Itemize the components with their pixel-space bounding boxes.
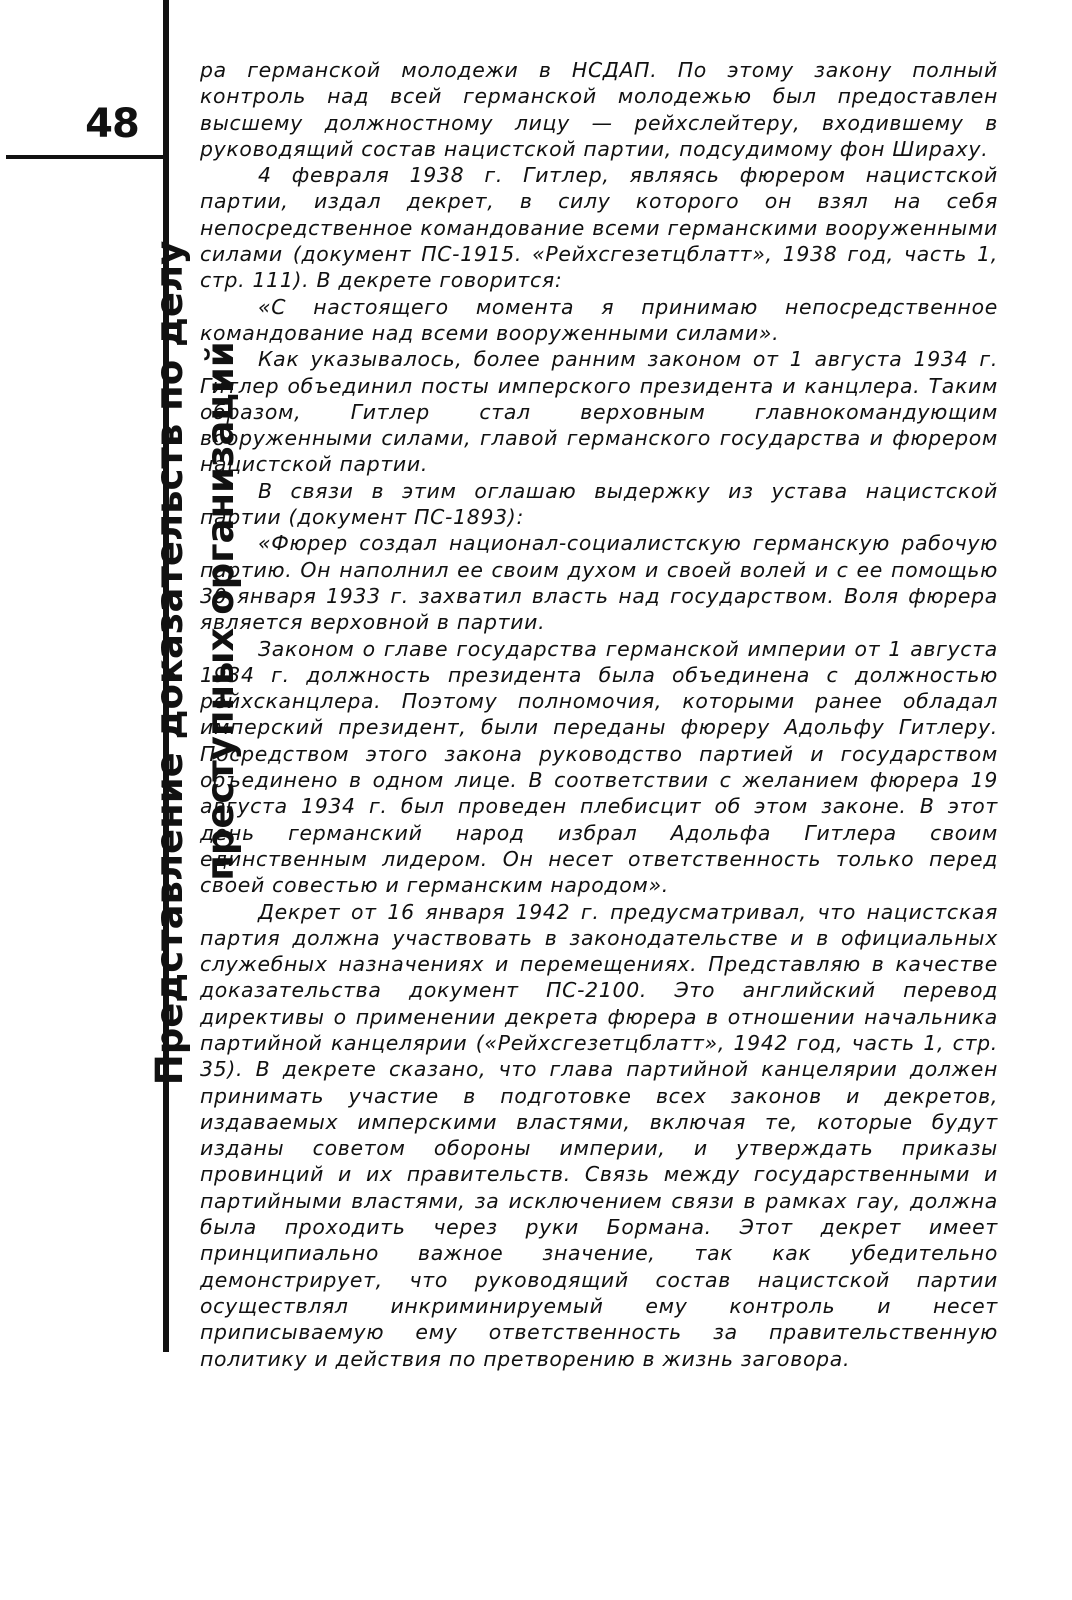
running-head-line-2: преступных организаций [199, 341, 242, 881]
paragraph: 4 февраля 1938 г. Гитлер, являясь фюрером нацистской партии, издал декрет, в силу которого он взял на себя непосредственное командование всеми германскими вооруженными силами (документ ПС-1915. «Рейхсгезетцблатт», 1938 год, часть 1, стр. 111). В декрете говорится: [200, 163, 998, 293]
paragraph: В связи в этим оглашаю выдержку из устава нацистской партии (документ ПС-1893): [200, 478, 998, 530]
running-head-line-1: Представление доказательств по делу [148, 240, 191, 1086]
quote-paragraph: «С настоящего момента я принимаю непосредственное командование над всеми вооруженными силами». [200, 294, 998, 345]
paragraph: ра германской молодежи в НСДАП. По этому закону полный контроль над всей германской молодежью был предоставлен высшему должностному лицу — рейхслейтеру, входившему в руководящий состав нацистской партии, подсудимому фон Шираху. [200, 58, 998, 161]
paragraph: Как указывалось, более ранним законом от 1 августа 1934 г. Гитлер объединил посты имперского президента и канцлера. Таким образом, Гитлер стал верховным главнокомандующим вооруженными силами, главой германского государства и фюрером нацистской партии. [200, 347, 998, 477]
body-text [200, 57, 998, 1372]
page-number: 48 [85, 101, 139, 147]
page-number-rule [6, 155, 166, 159]
quote-paragraph: Законом о главе государства германской империи от 1 августа 1934 г. должность президента была объединена с должностью рейхсканцлера. Поэтому полномочия, которыми ранее обладал имперский президент, были переданы фюреру Адольфу Гитлеру. Посредством этого закона руководство партией и государством объединено в одном лице. В соответствии с желанием фюрера 19 августа 1934 г. был проведен плебисцит об этом законе. В этот день германский народ избрал Адольфа Гитлера своим единственным лидером. Он несет ответственность только перед своей совестью и германским народом». [200, 636, 998, 898]
paragraph: Декрет от 16 января 1942 г. предусматривал, что нацистская партия должна участвовать в законодательстве и в официальных служебных назначениях и перемещениях. Представляю в качестве доказательства документ ПС-2100. Это английский перевод директивы о применении декрета фюрера в отношении начальника партийной канцелярии («Рейхсгезетцблатт», 1942 год, часть 1, стр. 35). В декрете сказано, что глава партийной канцелярии должен принимать участие в подготовке всех законов и декретов, издаваемых имперскими властями, включая те, которые будут изданы советом обороны империи, и утверждать приказы провинций и их правительств. Связь между государственными и партийными властями, за исключением связи в рамках гау, должна была проходить через руки Бормана. Этот декрет имеет принципиально важное значение, так как убедительно демонстрирует, что руководящий состав нацистской партии осуществлял инкриминируемый ему контроль и несет приписываемую ему ответственность за правительственную политику и действия по претворению в жизнь заговора. [200, 899, 998, 1371]
quote-paragraph: «Фюрер создал национал-социалистскую германскую рабочую партию. Он наполнил ее своим духом и своей волей и с ее помощью 30 января 1933 г. захватил власть над государством. Воля фюрера является верховной в партии. [200, 531, 998, 635]
